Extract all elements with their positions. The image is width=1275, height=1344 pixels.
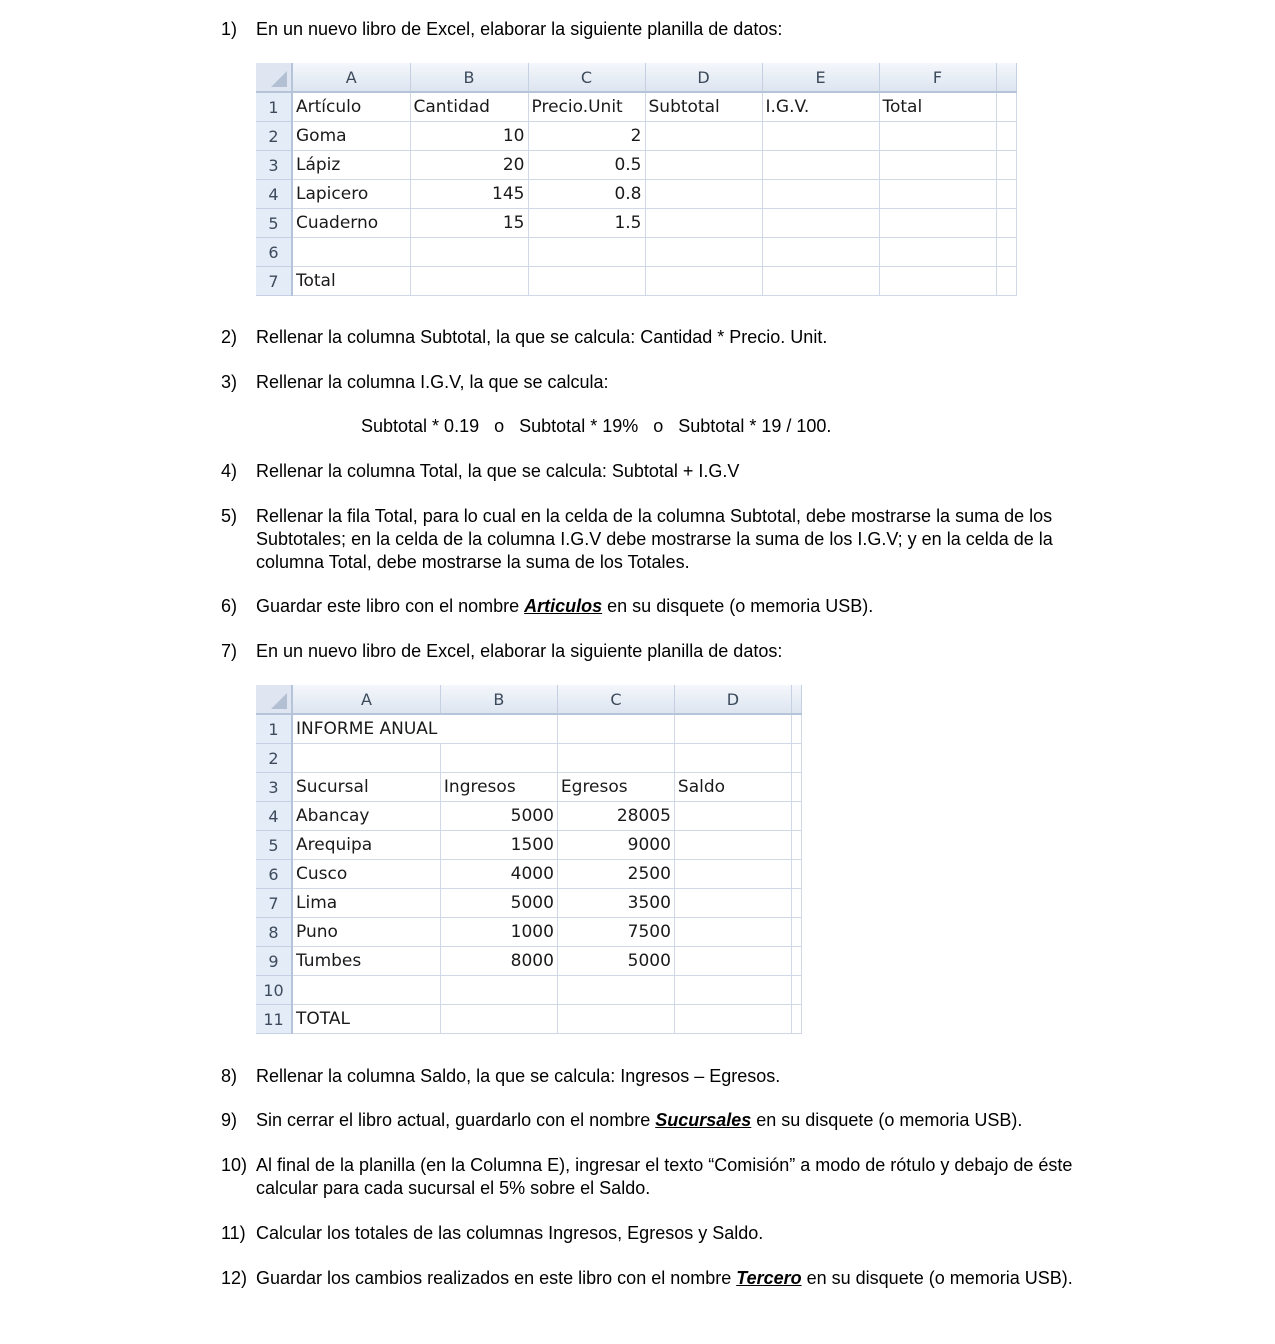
cell-b2[interactable]: 10 (410, 122, 528, 151)
instruction-number: 5) (221, 506, 238, 526)
cell-d6[interactable] (674, 860, 791, 889)
column-header-row (256, 685, 801, 714)
cell-b4[interactable]: 5000 (440, 802, 557, 831)
filename-tercero: Tercero (736, 1268, 802, 1288)
spreadsheet-sucursales (256, 685, 802, 1034)
cell-a6[interactable] (292, 238, 410, 267)
instruction-text: Al final de la planilla (en la Columna E), ingresar el texto “Comisión” a modo de rótulo y debajo de éste calcular para cada sucursal el 5% sobre el Saldo. (256, 1155, 1073, 1198)
cell-d1[interactable] (674, 714, 791, 744)
table-row (256, 831, 801, 860)
instruction-number: 6) (221, 596, 238, 616)
cell-b5[interactable]: 15 (410, 209, 528, 238)
instruction-2 (221, 326, 1101, 349)
instruction-8 (221, 1065, 1101, 1088)
cell-f5[interactable] (879, 209, 996, 238)
row-header[interactable]: 2 (256, 744, 292, 773)
column-header-e[interactable]: E (762, 63, 879, 92)
table-row (256, 918, 801, 947)
cell-b6[interactable] (410, 238, 528, 267)
row-header[interactable]: 5 (256, 831, 292, 860)
cell-overflow[interactable] (791, 889, 801, 918)
instruction-text: Rellenar la columna Saldo, la que se calcula: Ingresos – Egresos. (256, 1066, 781, 1086)
cell-a2[interactable]: Goma (292, 122, 410, 151)
cell-e2[interactable] (762, 122, 879, 151)
row-header[interactable]: 7 (256, 889, 292, 918)
cell-e7[interactable] (762, 267, 879, 296)
table-row (256, 976, 801, 1005)
cell-overflow[interactable] (791, 773, 801, 802)
row-header[interactable]: 7 (256, 267, 292, 296)
cell-d3[interactable] (645, 151, 762, 180)
cell-b1[interactable]: Cantidad (410, 92, 528, 122)
instruction-number: 8) (221, 1066, 238, 1086)
table-row (256, 773, 801, 802)
column-header-d[interactable]: D (674, 685, 791, 714)
filename-articulos: Articulos (524, 596, 603, 616)
filename-sucursales: Sucursales (655, 1110, 752, 1130)
instruction-number: 7) (221, 641, 238, 661)
cell-d8[interactable] (674, 918, 791, 947)
instruction-text: Rellenar la columna Subtotal, la que se calcula: Cantidad * Precio. Unit. (256, 327, 828, 347)
cell-d4[interactable] (674, 802, 791, 831)
cell-b10[interactable] (440, 976, 557, 1005)
cell-c6[interactable] (528, 238, 645, 267)
instruction-text: Guardar este libro con el nombre (256, 596, 525, 616)
instruction-text: en su disquete (o memoria USB). (801, 1268, 1073, 1288)
table-row (256, 151, 1016, 180)
cell-d11[interactable] (674, 1005, 791, 1034)
instruction-3 (221, 371, 1101, 394)
formula-separator: o (494, 416, 505, 436)
instruction-text: Guardar los cambios realizados en este libro con el nombre (256, 1268, 737, 1288)
cell-c2[interactable]: 2 (528, 122, 645, 151)
cell-c4[interactable]: 0.8 (528, 180, 645, 209)
table-row (256, 267, 1016, 296)
table-row (256, 122, 1016, 151)
cell-a1[interactable]: Artículo (292, 92, 410, 122)
column-header-row (256, 63, 1016, 92)
cell-b3[interactable]: Ingresos (440, 773, 557, 802)
cell-e5[interactable] (762, 209, 879, 238)
instruction-number: 3) (221, 372, 238, 392)
cell-a1[interactable]: INFORME ANUAL (292, 714, 440, 744)
cell-d1[interactable]: Subtotal (645, 92, 762, 122)
column-header-b[interactable]: B (410, 63, 528, 92)
cell-overflow[interactable] (791, 744, 801, 773)
row-header[interactable]: 8 (256, 918, 292, 947)
cell-b2[interactable] (440, 744, 557, 773)
instruction-text: Sin cerrar el libro actual, guardarlo con el nombre (256, 1110, 656, 1130)
table-row (256, 860, 801, 889)
cell-a3[interactable]: Lápiz (292, 151, 410, 180)
instruction-text: En un nuevo libro de Excel, elaborar la siguiente planilla de datos: (256, 641, 783, 661)
cell-c1[interactable]: Precio.Unit (528, 92, 645, 122)
row-header[interactable]: 3 (256, 151, 292, 180)
cell-b3[interactable]: 20 (410, 151, 528, 180)
cell-d5[interactable] (674, 831, 791, 860)
cell-f2[interactable] (879, 122, 996, 151)
cell-d2[interactable] (645, 122, 762, 151)
cell-c3[interactable]: 0.5 (528, 151, 645, 180)
column-header-d[interactable]: D (645, 63, 762, 92)
instruction-text: Calcular los totales de las columnas Ingresos, Egresos y Saldo. (256, 1223, 764, 1243)
select-all-triangle-icon (271, 693, 287, 709)
instruction-text: En un nuevo libro de Excel, elaborar la siguiente planilla de datos: (256, 19, 783, 39)
instruction-10 (221, 1154, 1101, 1200)
cell-c9[interactable]: 5000 (557, 947, 674, 976)
formula-option-c: Subtotal * 19 / 100. (678, 416, 832, 436)
instruction-12 (221, 1267, 1101, 1290)
cell-c10[interactable] (557, 976, 674, 1005)
cell-a5[interactable]: Arequipa (292, 831, 440, 860)
table-row (256, 744, 801, 773)
row-header[interactable]: 4 (256, 802, 292, 831)
cell-overflow[interactable] (791, 918, 801, 947)
cell-a11[interactable]: TOTAL (292, 1005, 440, 1034)
row-header[interactable]: 6 (256, 238, 292, 267)
cell-overflow[interactable] (791, 802, 801, 831)
table-row (256, 714, 801, 744)
instruction-number: 2) (221, 327, 238, 347)
cell-overflow[interactable] (791, 860, 801, 889)
row-header[interactable]: 10 (256, 976, 292, 1005)
select-all-corner[interactable] (256, 685, 292, 714)
row-header[interactable]: 1 (256, 92, 292, 122)
column-header-c[interactable]: C (528, 63, 645, 92)
instruction-11 (221, 1222, 1101, 1245)
cell-c7[interactable]: 3500 (557, 889, 674, 918)
instruction-4 (221, 460, 1101, 483)
cell-b4[interactable]: 145 (410, 180, 528, 209)
select-all-triangle-icon (271, 71, 287, 87)
instruction-number: 4) (221, 461, 238, 481)
formula-separator: o (653, 416, 664, 436)
row-header[interactable]: 9 (256, 947, 292, 976)
instruction-5 (221, 505, 1091, 574)
cell-c5[interactable]: 9000 (557, 831, 674, 860)
column-header-next[interactable] (996, 63, 1016, 92)
cell-b8[interactable]: 1000 (440, 918, 557, 947)
table-row (256, 802, 801, 831)
cell-f7[interactable] (879, 267, 996, 296)
column-header-c[interactable]: C (557, 685, 674, 714)
cell-a7[interactable]: Total (292, 267, 410, 296)
igv-formula (361, 415, 831, 438)
instruction-number: 1) (221, 19, 238, 39)
cell-d5[interactable] (645, 209, 762, 238)
cell-overflow[interactable] (996, 267, 1016, 296)
column-header-a[interactable]: A (292, 63, 410, 92)
cell-a8[interactable]: Puno (292, 918, 440, 947)
cell-overflow[interactable] (996, 238, 1016, 267)
table-row (256, 889, 801, 918)
column-header-a[interactable]: A (292, 685, 440, 714)
cell-d6[interactable] (645, 238, 762, 267)
cell-overflow[interactable] (996, 151, 1016, 180)
cell-d9[interactable] (674, 947, 791, 976)
cell-b5[interactable]: 1500 (440, 831, 557, 860)
cell-d7[interactable] (645, 267, 762, 296)
cell-a7[interactable]: Lima (292, 889, 440, 918)
cell-f3[interactable] (879, 151, 996, 180)
cell-c7[interactable] (528, 267, 645, 296)
instruction-number: 9) (221, 1110, 238, 1130)
column-header-f[interactable]: F (879, 63, 996, 92)
instruction-text: en su disquete (o memoria USB). (602, 596, 874, 616)
cell-c1[interactable] (557, 714, 674, 744)
instruction-number: 10) (221, 1155, 248, 1175)
cell-f6[interactable] (879, 238, 996, 267)
instruction-9 (221, 1109, 1101, 1132)
row-header[interactable]: 2 (256, 122, 292, 151)
row-header[interactable]: 5 (256, 209, 292, 238)
cell-b6[interactable]: 4000 (440, 860, 557, 889)
cell-e3[interactable] (762, 151, 879, 180)
formula-option-a: Subtotal * 0.19 (361, 416, 480, 436)
row-header[interactable]: 11 (256, 1005, 292, 1034)
table-row (256, 180, 1016, 209)
cell-e4[interactable] (762, 180, 879, 209)
cell-overflow[interactable] (791, 947, 801, 976)
cell-overflow[interactable] (996, 122, 1016, 151)
instruction-text: Rellenar la columna I.G.V, la que se calcula: (256, 372, 609, 392)
instruction-6 (221, 595, 1101, 618)
cell-overflow[interactable] (996, 209, 1016, 238)
cell-f4[interactable] (879, 180, 996, 209)
cell-d4[interactable] (645, 180, 762, 209)
cell-d7[interactable] (674, 889, 791, 918)
cell-overflow[interactable] (791, 976, 801, 1005)
column-header-b[interactable]: B (440, 685, 557, 714)
cell-d10[interactable] (674, 976, 791, 1005)
row-header[interactable]: 6 (256, 860, 292, 889)
cell-d3[interactable]: Saldo (674, 773, 791, 802)
cell-c2[interactable] (557, 744, 674, 773)
instruction-number: 11) (221, 1223, 246, 1243)
instruction-text: en su disquete (o memoria USB). (751, 1110, 1023, 1130)
cell-overflow[interactable] (791, 1005, 801, 1034)
cell-a9[interactable]: Tumbes (292, 947, 440, 976)
cell-b11[interactable] (440, 1005, 557, 1034)
table-row (256, 1005, 801, 1034)
instruction-text: Rellenar la fila Total, para lo cual en la celda de la columna Subtotal, debe mostrarse la suma de los Subtotales; en la celda de la columna I.G.V debe mostrarse la suma de los I.G.V; y en la celda de la columna Total, debe mostrarse la suma de los Totales. (256, 506, 1053, 572)
cell-c4[interactable]: 28005 (557, 802, 674, 831)
cell-a4[interactable]: Abancay (292, 802, 440, 831)
column-header-next[interactable] (791, 685, 801, 714)
cell-overflow[interactable] (791, 714, 801, 744)
cell-c6[interactable]: 2500 (557, 860, 674, 889)
cell-a5[interactable]: Cuaderno (292, 209, 410, 238)
cell-f1[interactable]: Total (879, 92, 996, 122)
cell-e6[interactable] (762, 238, 879, 267)
cell-a10[interactable] (292, 976, 440, 1005)
row-header[interactable]: 1 (256, 714, 292, 744)
cell-c3[interactable]: Egresos (557, 773, 674, 802)
cell-a2[interactable] (292, 744, 440, 773)
cell-a3[interactable]: Sucursal (292, 773, 440, 802)
cell-b7[interactable] (410, 267, 528, 296)
cell-c5[interactable]: 1.5 (528, 209, 645, 238)
instruction-text: Rellenar la columna Total, la que se calcula: Subtotal + I.G.V (256, 461, 740, 481)
cell-overflow[interactable] (791, 831, 801, 860)
cell-b9[interactable]: 8000 (440, 947, 557, 976)
cell-b7[interactable]: 5000 (440, 889, 557, 918)
instruction-number: 12) (221, 1268, 248, 1288)
cell-a4[interactable]: Lapicero (292, 180, 410, 209)
formula-option-b: Subtotal * 19% (519, 416, 639, 436)
cell-e1[interactable]: I.G.V. (762, 92, 879, 122)
instruction-1 (221, 18, 1101, 41)
cell-d2[interactable] (674, 744, 791, 773)
cell-overflow[interactable] (996, 92, 1016, 122)
table-row (256, 92, 1016, 122)
table-row (256, 238, 1016, 267)
row-header[interactable]: 4 (256, 180, 292, 209)
select-all-corner[interactable] (256, 63, 292, 92)
instruction-7 (221, 640, 1101, 663)
row-header[interactable]: 3 (256, 773, 292, 802)
cell-overflow[interactable] (996, 180, 1016, 209)
cell-c8[interactable]: 7500 (557, 918, 674, 947)
cell-b1[interactable] (440, 714, 557, 744)
table-row (256, 947, 801, 976)
table-row (256, 209, 1016, 238)
cell-a6[interactable]: Cusco (292, 860, 440, 889)
cell-c11[interactable] (557, 1005, 674, 1034)
spreadsheet-articulos (256, 63, 1017, 296)
